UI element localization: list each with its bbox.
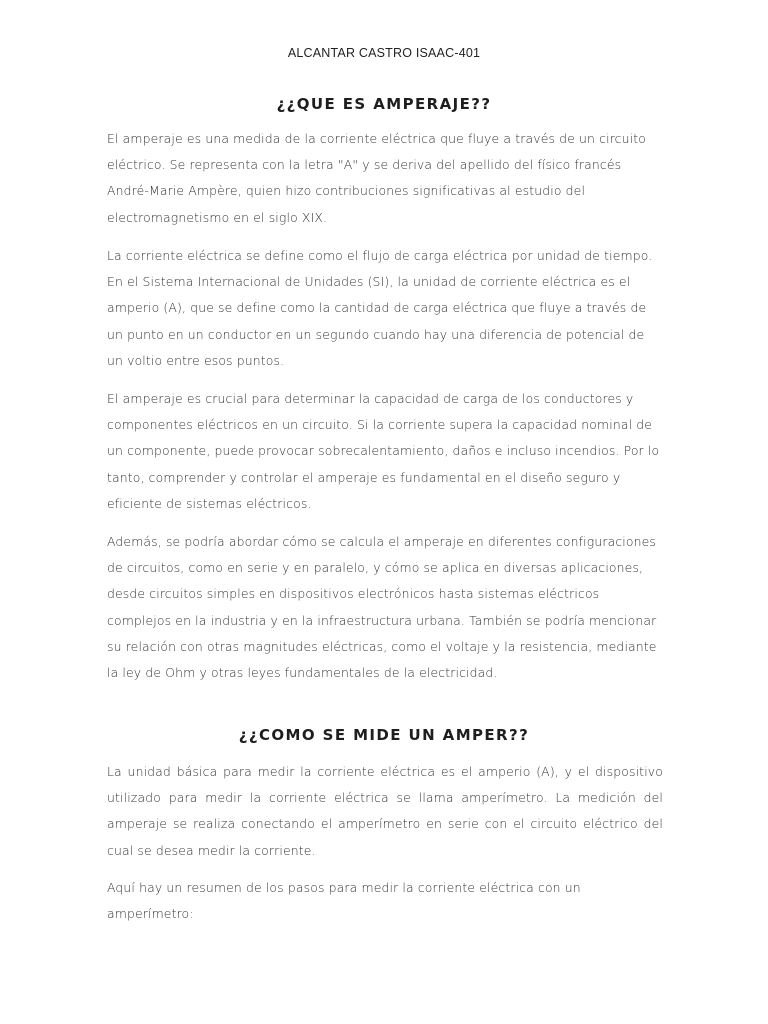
- section-heading-medicion: ¿¿COMO SE MIDE UN AMPER??: [238, 726, 530, 744]
- paragraph-3: El amperaje es crucial para determinar la capacidad de carga de los conductores y componentes eléctricos en un circuito. Si la corriente supera la capacidad nominal de un componente, puede provocar sobrecalentamiento, daños e incluso incendios. Por lo tanto, comprender y controlar el amperaje es fundamental en el diseño seguro y eficiente de sistemas eléctricos.: [107, 391, 660, 511]
- paragraph-2: La corriente eléctrica se define como el flujo de carga eléctrica por unidad de tiempo. En el Sistema Internacional de Unidades (SI), la unidad de corriente eléctrica es el amperio (A), que se define como la cantidad de carga eléctrica que fluye a través de un punto en un conductor en un segundo cuando hay una diferencia de potencial de un voltio entre esos puntos.: [107, 248, 653, 368]
- section-heading-amperaje: ¿¿QUE ES AMPERAJE??: [276, 95, 492, 113]
- paragraph-4: Además, se podría abordar cómo se calcula el amperaje en diferentes configuraciones de circuitos, como en serie y en paralelo, y cómo se aplica en diversas aplicaciones, desde circuitos simples en dispositivos electrónicos hasta sistemas eléctricos complejos en la industria y en la infraestructura urbana. También se podría mencionar su relación con otras magnitudes eléctricas, como el voltaje y la resistencia, mediante la ley de Ohm y otras leyes fundamentales de la electricidad.: [107, 534, 657, 681]
- page-header: ALCANTAR CASTRO ISAAC-401: [287, 46, 481, 60]
- paragraph-6: Aquí hay un resumen de los pasos para medir la corriente eléctrica con un amperímetro:: [107, 880, 581, 922]
- paragraph-1: El amperaje es una medida de la corriente eléctrica que fluye a través de un circuito eléctrico. Se representa con la letra "A" y se deriva del apellido del físico francés André-Marie Ampère, quien hizo contribuciones significativas al estudio del electromagnetismo en el siglo XIX.: [107, 131, 646, 225]
- paragraph-5: La unidad básica para medir la corriente eléctrica es el amperio (A), y el dispositivo utilizado para medir la corriente eléctrica se llama amperímetro. La medición del amperaje se realiza conectando el amperímetro en serie con el circuito eléctrico del cual se desea medir la corriente.: [107, 764, 663, 858]
